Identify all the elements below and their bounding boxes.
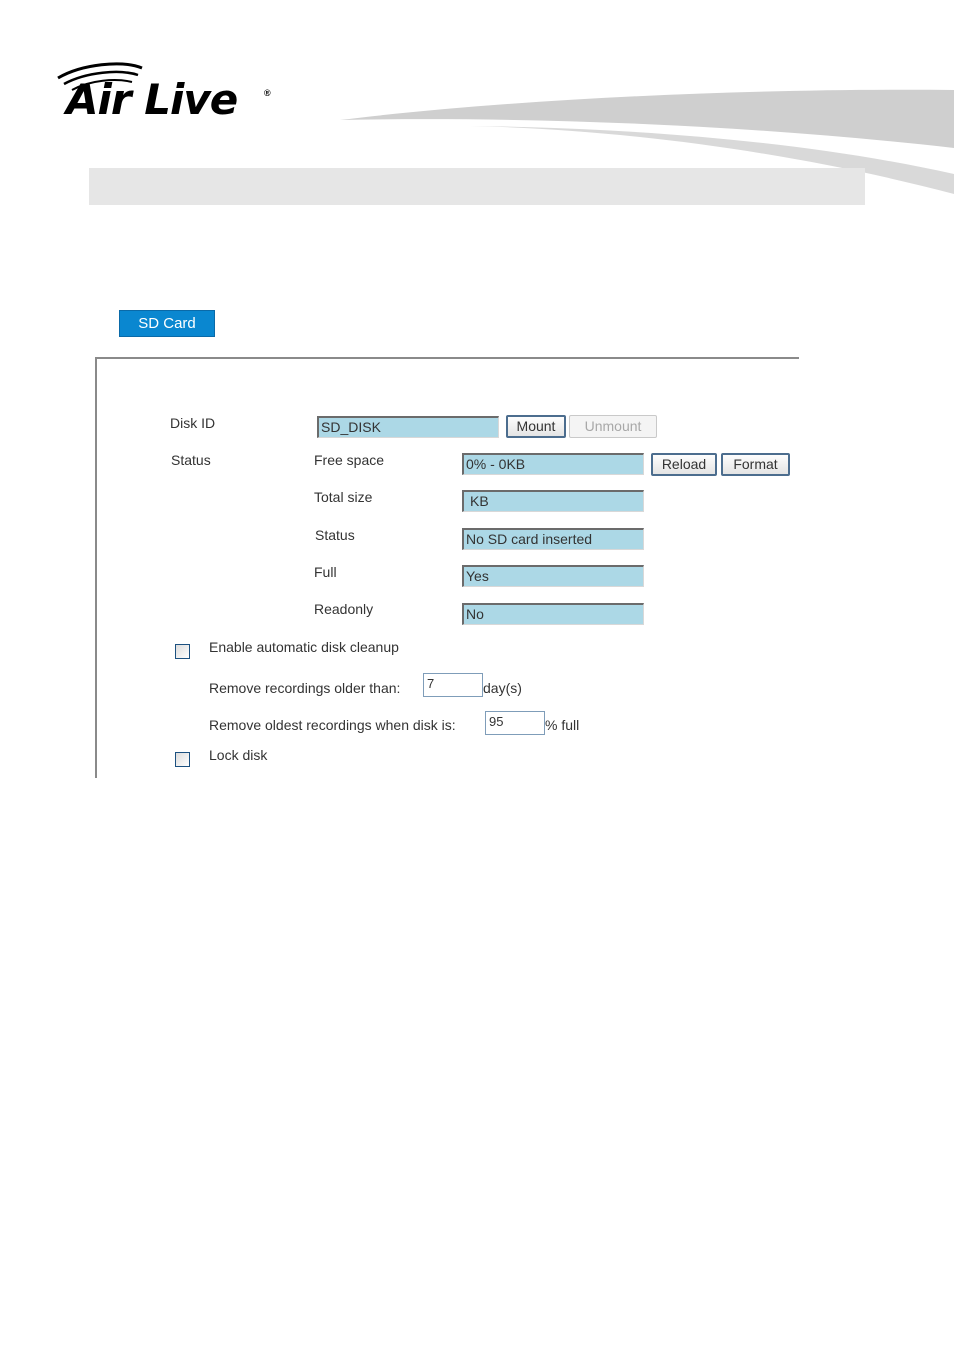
panel-border-top xyxy=(95,357,799,359)
older-than-unit: day(s) xyxy=(483,680,522,696)
older-than-input[interactable]: 7 xyxy=(423,673,483,697)
status-label: Status xyxy=(315,527,355,543)
lock-disk-checkbox[interactable] xyxy=(175,752,190,767)
oldest-percent-input[interactable]: 95 xyxy=(485,711,545,735)
full-field: Yes xyxy=(462,565,644,587)
tab-sd-card[interactable]: SD Card xyxy=(119,310,215,337)
free-space-label: Free space xyxy=(314,452,385,468)
status-section-label: Status xyxy=(171,452,211,468)
disk-id-field: SD_DISK xyxy=(317,416,499,438)
older-than-label: Remove recordings older than: xyxy=(209,680,401,696)
oldest-unit: % full xyxy=(545,717,580,733)
header-bar xyxy=(89,168,865,205)
readonly-field: No xyxy=(462,603,644,625)
reload-button[interactable]: Reload xyxy=(651,453,717,476)
brand-logo: Air Live xyxy=(66,75,238,124)
format-button[interactable]: Format xyxy=(721,453,790,476)
enable-cleanup-label: Enable automatic disk cleanup xyxy=(209,639,399,655)
lock-disk-label: Lock disk xyxy=(209,747,268,763)
mount-button[interactable]: Mount xyxy=(506,415,566,438)
total-size-field: KB xyxy=(462,490,644,512)
unmount-button[interactable]: Unmount xyxy=(569,415,657,438)
total-size-label: Total size xyxy=(314,489,373,505)
readonly-label: Readonly xyxy=(314,601,374,617)
panel-border-left xyxy=(95,357,97,778)
disk-id-label: Disk ID xyxy=(170,415,216,431)
oldest-label: Remove oldest recordings when disk is: xyxy=(209,717,456,733)
enable-cleanup-checkbox[interactable] xyxy=(175,644,190,659)
status-field: No SD card inserted xyxy=(462,528,644,550)
free-space-field: 0% - 0KB xyxy=(462,453,644,475)
full-label: Full xyxy=(314,564,337,580)
registered-mark: ® xyxy=(264,88,271,98)
